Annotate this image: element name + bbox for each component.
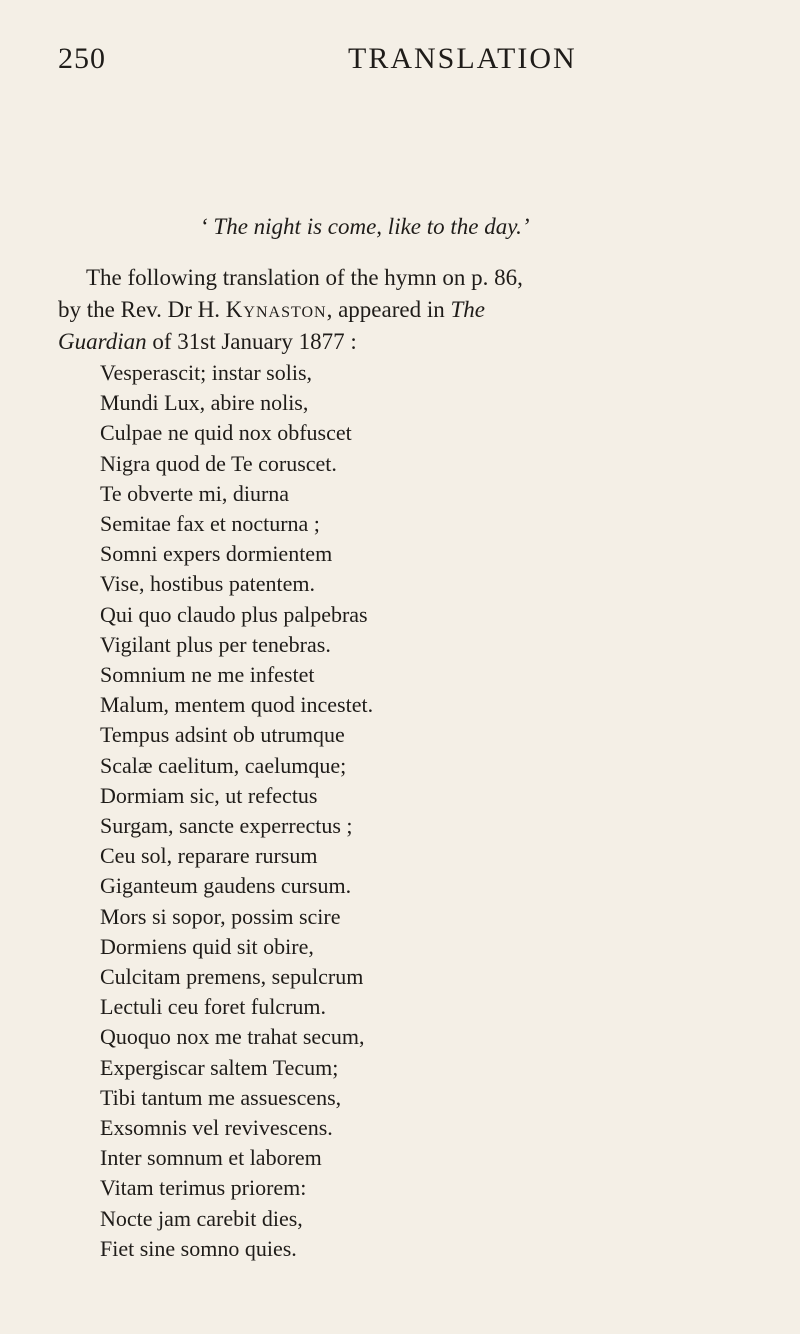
poem-line: Surgam, sancte experrectus ; [100, 813, 353, 839]
poem-line: Nigra quod de Te coruscet. [100, 450, 337, 476]
poem-line: Vigilant plus per tenebras. [100, 631, 331, 657]
poem-line: Inter somnum et laborem [100, 1145, 322, 1171]
poem-line: Dormiam sic, ut refectus [100, 782, 318, 808]
poem-line: Expergiscar saltem Tecum; [100, 1054, 339, 1080]
poem-line: Te obverte mi, diurna [100, 480, 290, 506]
running-head [58, 42, 738, 82]
poem-line: Culcitam premens, sepulcrum [100, 964, 364, 990]
intro-line-3 [58, 326, 738, 358]
intro-line-1: The following translation of the hymn on p. 86, [86, 265, 523, 290]
poem-line: Malum, mentem quod incestet. [100, 692, 374, 718]
poem-line: Exsomnis vel revivescens. [100, 1115, 333, 1141]
poem-line: Dormiens quid sit obire, [100, 933, 314, 959]
hymn-title: ‘ The night is come, like to the day.’ [200, 214, 530, 239]
poem-line: Ceu sol, reparare rursum [100, 843, 318, 869]
author-name: Kynaston [225, 297, 327, 322]
poem-line: Vise, hostibus patentem. [100, 571, 315, 597]
poem-line: Nocte jam carebit dies, [100, 1205, 303, 1231]
poem-line: Somni expers dormientem [100, 541, 333, 567]
intro-line-2-mid: , appeared in [326, 297, 451, 322]
poem-line: Tibi tantum me assuescens, [100, 1084, 342, 1110]
intro-paragraph [58, 262, 738, 358]
poem-line: Giganteum gaudens cursum. [100, 873, 352, 899]
poem-line: Fiet sine somno quies. [100, 1235, 297, 1261]
poem-line: Mors si sopor, possim scire [100, 903, 341, 929]
poem-line: Quoquo nox me trahat secum, [100, 1024, 365, 1050]
poem-line: Semitae fax et nocturna ; [100, 511, 320, 537]
poem-line: Culpae ne quid nox obfuscet [100, 420, 352, 446]
publication-name-part-1: The [450, 297, 485, 322]
publication-name-part-2: Guardian [58, 329, 147, 354]
poem-line: Qui quo claudo plus palpebras [100, 601, 368, 627]
poem-line: Vesperascit; instar solis, [100, 360, 313, 385]
intro-line-2-start: by the Rev. Dr H. [58, 297, 226, 322]
page-number: 250 [58, 42, 106, 75]
poem-line: Somnium ne me infestet [100, 662, 315, 688]
latin-poem [100, 358, 660, 1264]
intro-line-3-end: of 31st January 1877 : [146, 329, 357, 354]
poem-line: Scalæ caelitum, caelumque; [100, 752, 347, 778]
running-title: TRANSLATION [348, 42, 577, 75]
intro-line-2 [58, 294, 738, 326]
poem-line: Vitam terimus priorem: [100, 1175, 307, 1201]
poem-line: Lectuli ceu foret fulcrum. [100, 994, 327, 1020]
poem-line: Mundi Lux, abire nolis, [100, 390, 309, 416]
poem-line: Tempus adsint ob utrumque [100, 722, 345, 748]
